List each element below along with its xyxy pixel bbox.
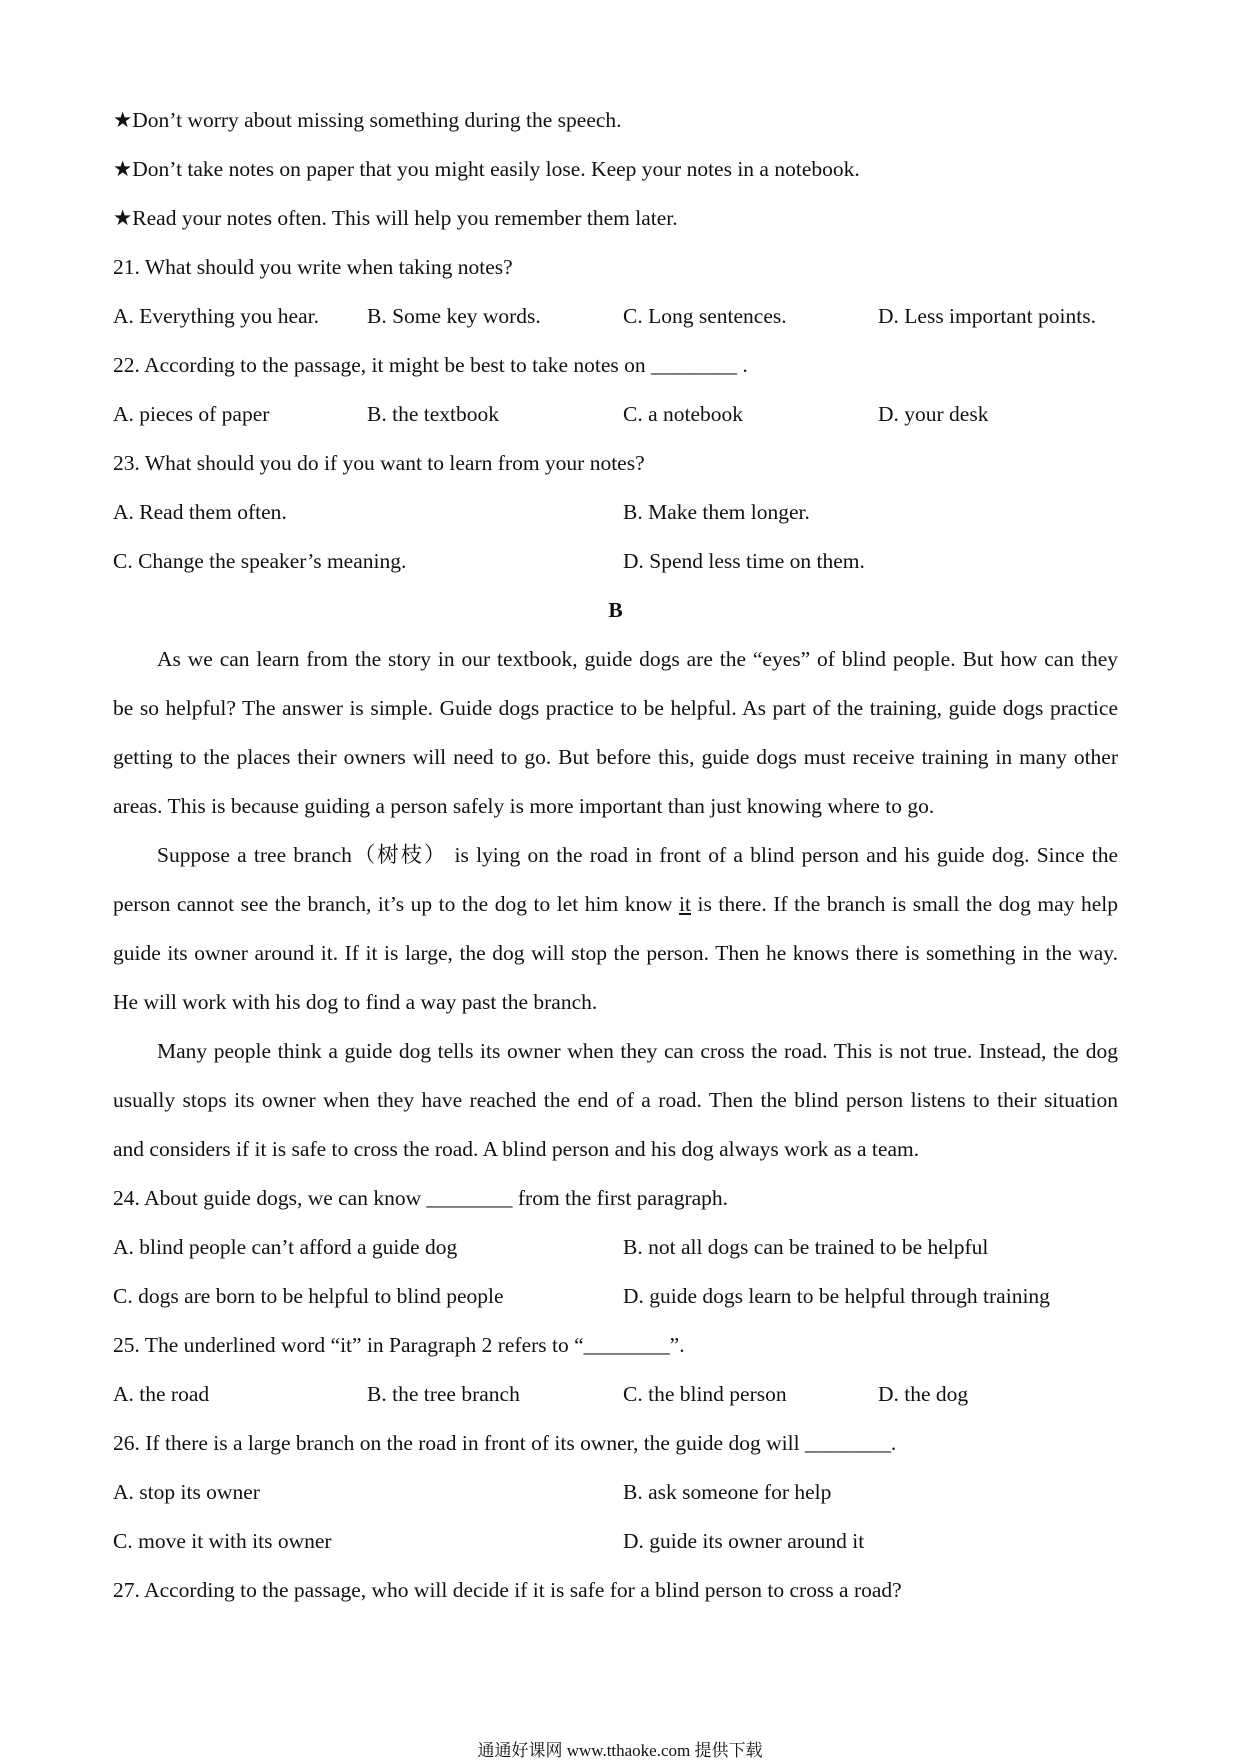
- option-d: D. Spend less time on them.: [623, 549, 865, 573]
- tip: ★Don’t worry about missing something during the speech.: [113, 108, 622, 132]
- passage-line: areas. This is because guiding a person safely is more important than just knowing where to go.: [113, 794, 935, 818]
- passage-line: usually stops its owner when they have reached the end of a road. Then the blind person listens to their situation: [113, 1088, 1118, 1112]
- question-27: 27. According to the passage, who will decide if it is safe for a blind person to cross a road?: [113, 1578, 902, 1602]
- passage-line: Many people think a guide dog tells its owner when they can cross the road. This is not true. Instead, the dog: [157, 1039, 1118, 1063]
- option-a: A. stop its owner: [113, 1480, 260, 1504]
- passage-line: He will work with his dog to find a way past the branch.: [113, 990, 598, 1014]
- option-d: D. guide its owner around it: [623, 1529, 865, 1553]
- tip: ★Don’t take notes on paper that you might easily lose. Keep your notes in a notebook.: [113, 157, 860, 181]
- option-a: A. Read them often.: [113, 500, 287, 524]
- question-21: 21. What should you write when taking notes?: [113, 255, 513, 279]
- section-heading: B: [608, 598, 623, 622]
- options-22: [113, 390, 1118, 439]
- footer-watermark: 通通好课网 www.tthaoke.com 提供下载: [477, 1741, 763, 1760]
- option-a: A. the road: [113, 1382, 210, 1406]
- options-23-ab: [113, 488, 1118, 537]
- option-b: B. ask someone for help: [623, 1480, 832, 1504]
- option-c: C. the blind person: [623, 1382, 787, 1406]
- passage-line: be so helpful? The answer is simple. Guide dogs practice to be helpful. As part of the training, guide dogs practice: [113, 696, 1118, 720]
- question-25: 25. The underlined word “it” in Paragraph 2 refers to “________”.: [113, 1333, 685, 1357]
- option-c: C. move it with its owner: [113, 1529, 332, 1553]
- option-b: B. the textbook: [367, 402, 499, 426]
- option-c: C. dogs are born to be helpful to blind people: [113, 1284, 504, 1308]
- passage-line: guide its owner around it. If it is large, the dog will stop the person. Then he knows there is something in the way.: [113, 941, 1118, 965]
- text: person cannot see the branch, it’s up to the dog to let him know: [113, 892, 680, 916]
- option-a: A. Everything you hear.: [113, 304, 319, 328]
- question-26: 26. If there is a large branch on the road in front of its owner, the guide dog will ________.: [113, 1431, 897, 1455]
- question-24: 24. About guide dogs, we can know ________ from the first paragraph.: [113, 1186, 729, 1210]
- options-23-cd: [113, 537, 1118, 586]
- passage-line: Suppose a tree branch（树枝） is lying on the road in front of a blind person and his guide dog. Since the: [157, 843, 1118, 867]
- option-d: D. the dog: [878, 1382, 969, 1406]
- option-c: C. Long sentences.: [623, 304, 787, 328]
- option-b: B. the tree branch: [367, 1382, 520, 1406]
- passage-line: As we can learn from the story in our textbook, guide dogs are the “eyes” of blind people. But how can they: [157, 647, 1118, 671]
- options-25: [113, 1370, 1118, 1419]
- options-21: [113, 292, 1118, 341]
- passage-line: getting to the places their owners will need to go. But before this, guide dogs must receive training in many other: [113, 745, 1118, 769]
- passage-line: [113, 880, 1118, 929]
- options-26-cd: [113, 1517, 1118, 1566]
- option-d: D. guide dogs learn to be helpful through training: [623, 1284, 1050, 1308]
- tip: ★Read your notes often. This will help you remember them later.: [113, 206, 678, 230]
- passage-line: and considers if it is safe to cross the road. A blind person and his dog always work as a team.: [113, 1137, 920, 1161]
- options-26-ab: [113, 1468, 1118, 1517]
- question-23: 23. What should you do if you want to learn from your notes?: [113, 451, 645, 475]
- exam-page: [113, 96, 1118, 1615]
- option-d: D. Less important points.: [878, 304, 1096, 328]
- option-d: D. your desk: [878, 402, 989, 426]
- option-a: A. pieces of paper: [113, 402, 270, 426]
- question-22: 22. According to the passage, it might be best to take notes on ________ .: [113, 353, 748, 377]
- text: is there. If the branch is small the dog may help: [690, 892, 1118, 916]
- option-a: A. blind people can’t afford a guide dog: [113, 1235, 458, 1259]
- underlined-word: it: [679, 892, 691, 916]
- option-c: C. a notebook: [623, 402, 744, 426]
- options-24-cd: [113, 1272, 1118, 1321]
- option-b: B. Some key words.: [367, 304, 541, 328]
- option-c: C. Change the speaker’s meaning.: [113, 549, 407, 573]
- option-b: B. Make them longer.: [623, 500, 810, 524]
- options-24-ab: [113, 1223, 1118, 1272]
- option-b: B. not all dogs can be trained to be helpful: [623, 1235, 989, 1259]
